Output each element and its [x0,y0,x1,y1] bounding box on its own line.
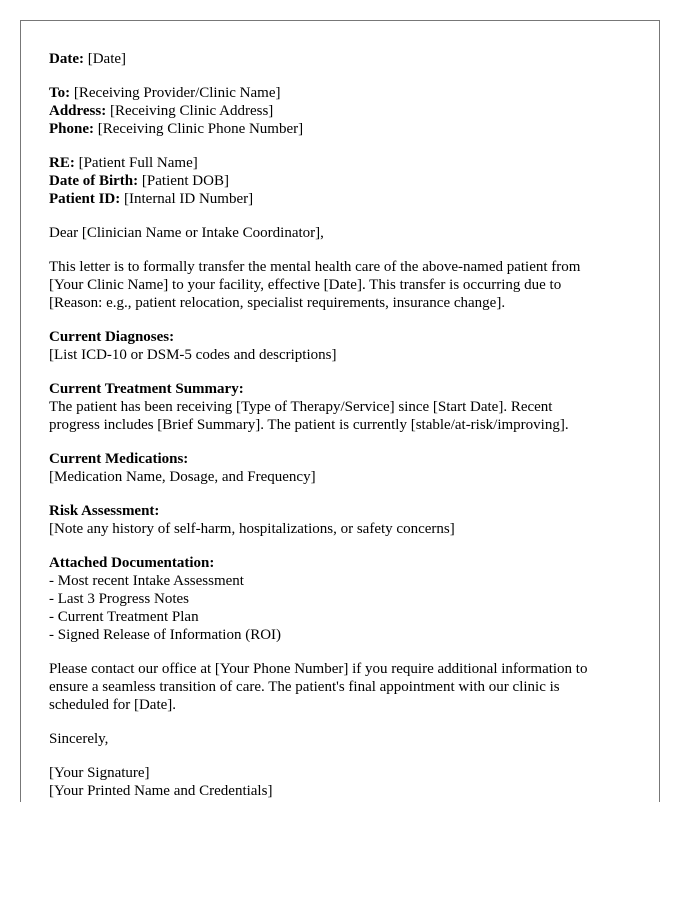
signature-line: [Your Signature] [49,765,150,781]
address-line [49,102,631,120]
intro-line: [Your Clinic Name] to your facility, effective [Date]. This transfer is occurring due to [49,277,562,293]
printed-name-line: [Your Printed Name and Credentials] [49,783,273,799]
address-value: [Receiving Clinic Address] [109,103,274,119]
documentation-item: - Most recent Intake Assessment [49,573,244,589]
treatment-text: The patient has been receiving [Type of Therapy/Service] since [Start Date]. Recent [49,399,553,415]
diagnoses-section [49,328,631,364]
intro-line: This letter is to formally transfer the mental health care of the above-named patient from [49,259,581,275]
salutation-block [49,224,631,242]
date-block [49,50,631,68]
medications-text: [Medication Name, Dosage, and Frequency] [49,469,316,485]
signature-block [49,764,631,800]
patient-id-line [49,190,631,208]
risk-text: [Note any history of self-harm, hospitalizations, or safety concerns] [49,521,455,537]
treatment-text: progress includes [Brief Summary]. The patient is currently [stable/at-risk/improving]. [49,417,569,433]
diagnoses-text: [List ICD-10 or DSM-5 codes and descriptions] [49,347,337,363]
date-label: Date: [49,51,84,67]
salutation: Dear [Clinician Name or Intake Coordinator], [49,225,324,241]
risk-section [49,502,631,538]
closing-paragraph [49,660,631,714]
re-line [49,154,631,172]
closing-line: scheduled for [Date]. [49,697,177,713]
documentation-item: - Signed Release of Information (ROI) [49,627,282,643]
documentation-section [49,554,631,644]
signoff: Sincerely, [49,731,109,747]
phone-label: Phone: [49,121,94,137]
treatment-section [49,380,631,434]
phone-value: [Receiving Clinic Phone Number] [97,121,304,137]
dob-line [49,172,631,190]
patient-id-label: Patient ID: [49,191,121,207]
treatment-heading: Current Treatment Summary: [49,381,244,397]
intro-line: [Reason: e.g., patient relocation, specialist requirements, insurance change]. [49,295,506,311]
date-value: [Date] [87,51,127,67]
to-line [49,84,631,102]
closing-line: ensure a seamless transition of care. The patient's final appointment with our clinic is [49,679,560,695]
documentation-heading: Attached Documentation: [49,555,215,571]
to-value: [Receiving Provider/Clinic Name] [73,85,281,101]
letter-page [20,20,660,802]
intro-paragraph [49,258,631,312]
dob-label: Date of Birth: [49,173,139,189]
address-label: Address: [49,103,107,119]
medications-section [49,450,631,486]
diagnoses-heading: Current Diagnoses: [49,329,175,345]
date-line [49,50,631,68]
reference-block [49,154,631,208]
signoff-block [49,730,631,748]
re-label: RE: [49,155,75,171]
re-value: [Patient Full Name] [78,155,198,171]
closing-line: Please contact our office at [Your Phone Number] if you require additional information to [49,661,588,677]
risk-heading: Risk Assessment: [49,503,160,519]
documentation-item: - Last 3 Progress Notes [49,591,189,607]
documentation-item: - Current Treatment Plan [49,609,199,625]
phone-line [49,120,631,138]
recipient-block [49,84,631,138]
dob-value: [Patient DOB] [141,173,229,189]
medications-heading: Current Medications: [49,451,189,467]
patient-id-value: [Internal ID Number] [124,191,254,207]
to-label: To: [49,85,71,101]
